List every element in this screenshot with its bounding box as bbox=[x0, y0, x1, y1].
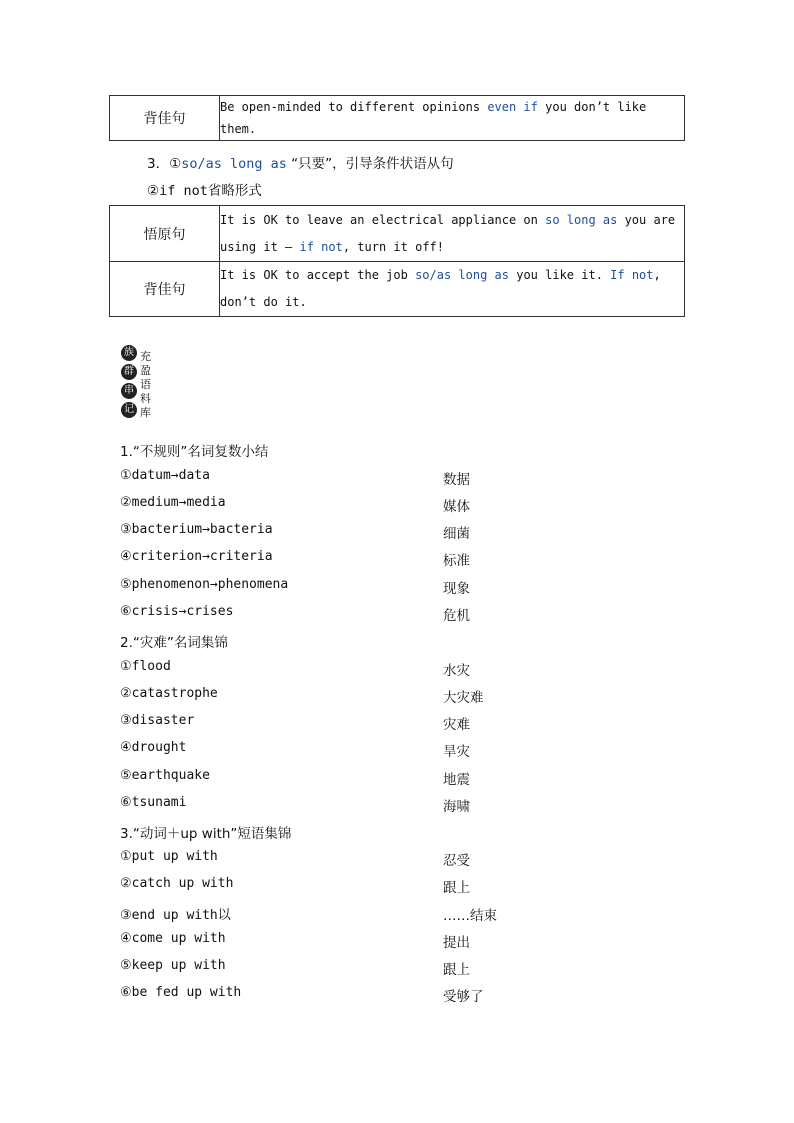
badge-char: 族 bbox=[121, 345, 137, 361]
list-item: ③end up with以 ……结束 bbox=[120, 908, 497, 924]
table-row bbox=[110, 96, 685, 141]
badge-char: 记 bbox=[121, 402, 137, 418]
section-badge bbox=[121, 345, 155, 427]
example-sentence: It is OK to leave an electrical appliance on so long as you are using it — if not, turn it off! bbox=[220, 206, 685, 262]
badge-side-char: 库 bbox=[140, 406, 151, 419]
point-heading: 3．①so/as long as “只要”，引导条件状语从句 bbox=[147, 156, 454, 172]
list-item: ①flood 水灾 bbox=[120, 659, 470, 679]
row-label: 背佳句 bbox=[110, 96, 220, 141]
badge-side-char: 料 bbox=[140, 392, 151, 405]
point-subheading: ②if not省略形式 bbox=[147, 183, 262, 199]
list-item: ⑥be fed up with 受够了 bbox=[120, 985, 484, 1005]
badge-side-char: 盈 bbox=[140, 364, 151, 377]
list-item: ⑤keep up with 跟上 bbox=[120, 958, 470, 978]
badge-char: 群 bbox=[121, 364, 137, 380]
list-item: ②catastrophe 大灾难 bbox=[120, 686, 484, 706]
list-item: ④criterion→criteria 标准 bbox=[120, 549, 470, 569]
table-row bbox=[110, 206, 685, 262]
list-item: ⑤earthquake 地震 bbox=[120, 768, 470, 788]
row-label: 背佳句 bbox=[110, 262, 220, 317]
section-title: 3.“动词＋up with”短语集锦 bbox=[120, 826, 292, 842]
example-sentence: Be open-minded to different opinions even if you don’t like them. bbox=[220, 96, 685, 141]
list-item: ④drought 旱灾 bbox=[120, 740, 470, 760]
list-item: ⑥tsunami 海啸 bbox=[120, 795, 470, 815]
table-row bbox=[110, 262, 685, 317]
example-sentence: It is OK to accept the job so/as long as you like it. If not, don’t do it. bbox=[220, 262, 685, 317]
list-item: ②medium→media 媒体 bbox=[120, 495, 470, 515]
badge-side-char: 充 bbox=[140, 350, 151, 363]
list-item: ③disaster 灾难 bbox=[120, 713, 470, 733]
section-title: 2.“灾难”名词集锦 bbox=[120, 635, 228, 651]
section-title: 1.“不规则”名词复数小结 bbox=[120, 444, 269, 460]
list-item: ⑤phenomenon→phenomena 现象 bbox=[120, 577, 470, 597]
list-item: ③bacterium→bacteria 细菌 bbox=[120, 522, 470, 542]
list-item: ①datum→data 数据 bbox=[120, 468, 470, 488]
list-item: ①put up with 忍受 bbox=[120, 849, 470, 869]
list-item: ④come up with 提出 bbox=[120, 931, 470, 951]
example-table-1 bbox=[109, 95, 685, 141]
badge-char: 串 bbox=[121, 383, 137, 399]
list-item: ⑥crisis→crises 危机 bbox=[120, 604, 470, 624]
list-item: ②catch up with 跟上 bbox=[120, 876, 470, 896]
badge-side-char: 语 bbox=[140, 378, 151, 391]
row-label: 悟原句 bbox=[110, 206, 220, 262]
example-table-2 bbox=[109, 205, 685, 317]
